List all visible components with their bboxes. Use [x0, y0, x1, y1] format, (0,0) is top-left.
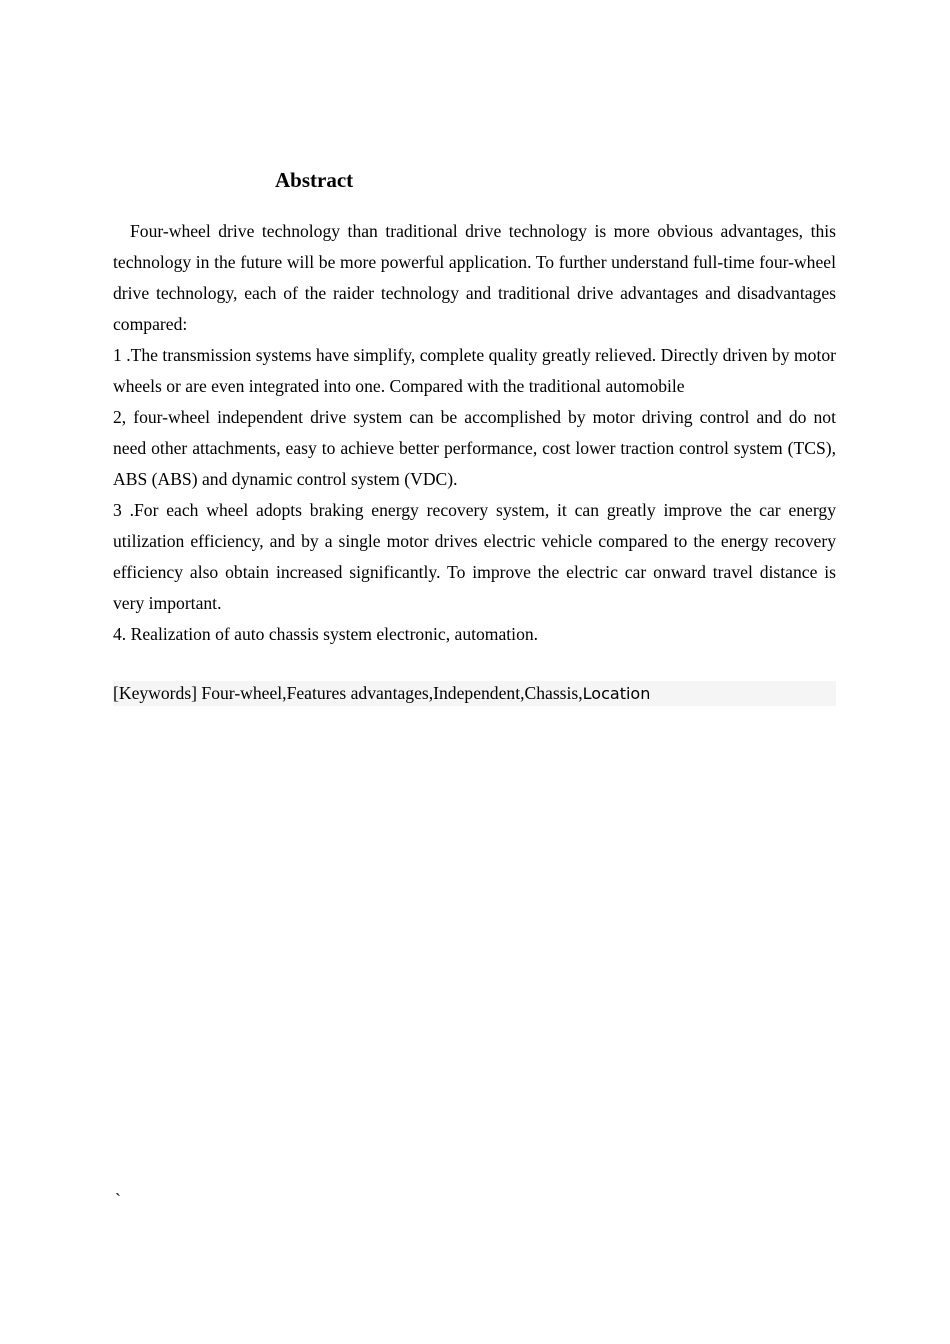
keywords-line: [113, 681, 836, 706]
advantage-item-4: 4. Realization of auto chassis system electronic, automation.: [113, 624, 539, 644]
keywords-last-term: Location: [582, 684, 651, 703]
keywords-text: [Keywords] Four-wheel,Features advantages,Independent,Chassis,: [113, 683, 583, 703]
advantage-item-1: 1 .The transmission systems have simplify, complete quality greatly relieved. Directly driven by motor wheels or are even integrated into one. Compared with the traditional automobile: [113, 345, 836, 396]
stray-mark: `: [115, 1190, 121, 1210]
abstract-body: [113, 216, 836, 650]
abstract-intro-paragraph: Four-wheel drive technology than traditional drive technology is more obvious advantages, this technology in the future will be more powerful application. To further understand full-time four-wheel drive technology, each of the raider technology and traditional drive advantages and disadvantages compared:: [113, 221, 836, 334]
page-title: Abstract: [275, 168, 354, 192]
advantage-item-2: 2, four-wheel independent drive system can be accomplished by motor driving control and do not need other attachments, easy to achieve better performance, cost lower traction control system (TCS), ABS (ABS) and dynamic control system (VDC).: [113, 407, 836, 489]
advantage-item-3: 3 .For each wheel adopts braking energy recovery system, it can greatly improve the car energy utilization efficiency, and by a single motor drives electric vehicle compared to the energy recovery efficiency also obtain increased significantly. To improve the electric car onward travel distance is very important.: [113, 500, 836, 613]
